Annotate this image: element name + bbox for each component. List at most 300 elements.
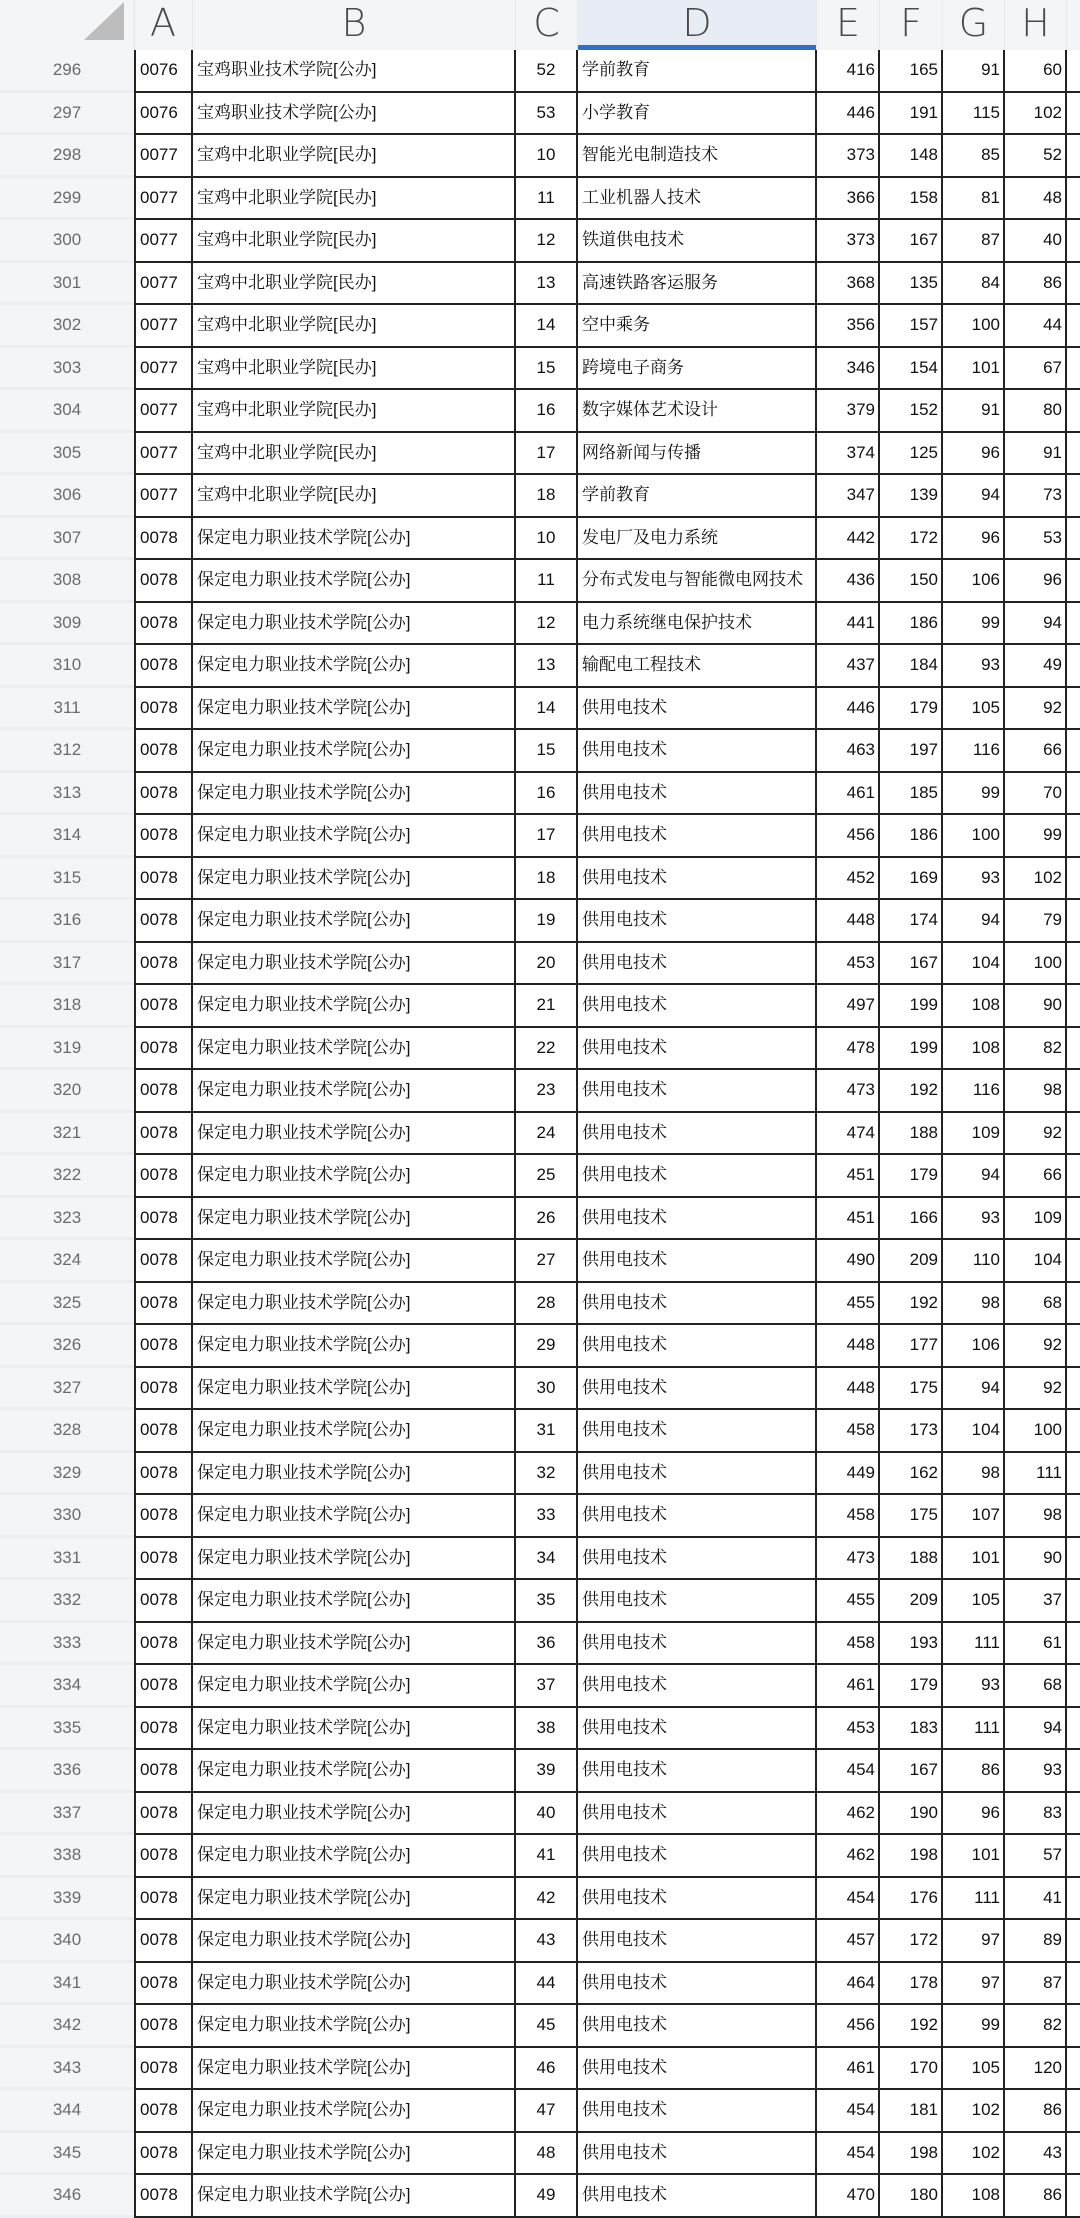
cell-f[interactable]: 198 — [880, 1835, 943, 1878]
cell-c[interactable]: 52 — [516, 50, 578, 93]
cell-a[interactable]: 0077 — [134, 178, 193, 221]
row-header[interactable]: 327 — [0, 1368, 134, 1411]
cell-f[interactable]: 192 — [880, 2005, 943, 2048]
cell-b[interactable]: 保定电力职业技术学院[公办] — [193, 1113, 516, 1156]
cell-a[interactable]: 0076 — [134, 50, 193, 93]
cell-d[interactable]: 小学教育 — [578, 93, 817, 136]
cell-e[interactable]: 451 — [817, 1155, 880, 1198]
cell-e[interactable]: 462 — [817, 1793, 880, 1836]
cell-d[interactable]: 供用电技术 — [578, 1963, 817, 2006]
cell-f[interactable]: 162 — [880, 1453, 943, 1496]
cell-g[interactable]: 97 — [943, 1963, 1005, 2006]
cell-h[interactable]: 86 — [1005, 2175, 1067, 2218]
cell-f[interactable]: 181 — [880, 2090, 943, 2133]
cell-e[interactable]: 453 — [817, 943, 880, 986]
cell-i-partial[interactable] — [1067, 1410, 1080, 1453]
cell-f[interactable]: 165 — [880, 50, 943, 93]
cell-f[interactable]: 193 — [880, 1623, 943, 1666]
row-header[interactable]: 341 — [0, 1963, 134, 2006]
cell-h[interactable]: 102 — [1005, 858, 1067, 901]
cell-h[interactable]: 68 — [1005, 1283, 1067, 1326]
cell-e[interactable]: 470 — [817, 2175, 880, 2218]
cell-g[interactable]: 99 — [943, 603, 1005, 646]
cell-a[interactable]: 0077 — [134, 475, 193, 518]
cell-e[interactable]: 436 — [817, 560, 880, 603]
cell-b[interactable]: 保定电力职业技术学院[公办] — [193, 1368, 516, 1411]
cell-f[interactable]: 167 — [880, 943, 943, 986]
row-header[interactable]: 344 — [0, 2090, 134, 2133]
cell-f[interactable]: 197 — [880, 730, 943, 773]
cell-c[interactable]: 13 — [516, 263, 578, 306]
cell-d[interactable]: 供用电技术 — [578, 1453, 817, 1496]
cell-a[interactable]: 0078 — [134, 1963, 193, 2006]
cell-a[interactable]: 0078 — [134, 518, 193, 561]
cell-h[interactable]: 49 — [1005, 645, 1067, 688]
cell-i-partial[interactable] — [1067, 1835, 1080, 1878]
cell-e[interactable]: 449 — [817, 1453, 880, 1496]
cell-e[interactable]: 478 — [817, 1028, 880, 1071]
row-header[interactable]: 339 — [0, 1878, 134, 1921]
cell-d[interactable]: 网络新闻与传播 — [578, 433, 817, 476]
cell-d[interactable]: 供用电技术 — [578, 730, 817, 773]
row-header[interactable]: 346 — [0, 2175, 134, 2218]
cell-b[interactable]: 保定电力职业技术学院[公办] — [193, 518, 516, 561]
cell-b[interactable]: 保定电力职业技术学院[公办] — [193, 1410, 516, 1453]
cell-c[interactable]: 13 — [516, 645, 578, 688]
cell-i-partial[interactable] — [1067, 985, 1080, 1028]
cell-a[interactable]: 0078 — [134, 1793, 193, 1836]
cell-e[interactable]: 454 — [817, 1750, 880, 1793]
cell-a[interactable]: 0078 — [134, 1538, 193, 1581]
cell-i-partial[interactable] — [1067, 943, 1080, 986]
cell-h[interactable]: 94 — [1005, 603, 1067, 646]
cell-h[interactable]: 79 — [1005, 900, 1067, 943]
cell-i-partial[interactable] — [1067, 50, 1080, 93]
cell-d[interactable]: 供用电技术 — [578, 1113, 817, 1156]
cell-d[interactable]: 供用电技术 — [578, 858, 817, 901]
cell-b[interactable]: 保定电力职业技术学院[公办] — [193, 1878, 516, 1921]
cell-a[interactable]: 0078 — [134, 1368, 193, 1411]
cell-h[interactable]: 67 — [1005, 348, 1067, 391]
cell-g[interactable]: 96 — [943, 518, 1005, 561]
cell-a[interactable]: 0078 — [134, 645, 193, 688]
row-header[interactable]: 314 — [0, 815, 134, 858]
cell-c[interactable]: 27 — [516, 1240, 578, 1283]
cell-f[interactable]: 209 — [880, 1240, 943, 1283]
cell-f[interactable]: 148 — [880, 135, 943, 178]
cell-i-partial[interactable] — [1067, 1155, 1080, 1198]
cell-h[interactable]: 91 — [1005, 433, 1067, 476]
cell-c[interactable]: 12 — [516, 603, 578, 646]
cell-a[interactable]: 0077 — [134, 305, 193, 348]
cell-f[interactable]: 179 — [880, 1665, 943, 1708]
cell-g[interactable]: 116 — [943, 730, 1005, 773]
cell-h[interactable]: 41 — [1005, 1878, 1067, 1921]
cell-g[interactable]: 86 — [943, 1750, 1005, 1793]
cell-b[interactable]: 保定电力职业技术学院[公办] — [193, 2090, 516, 2133]
cell-f[interactable]: 166 — [880, 1198, 943, 1241]
cell-g[interactable]: 108 — [943, 1028, 1005, 1071]
cell-g[interactable]: 98 — [943, 1283, 1005, 1326]
row-header[interactable]: 299 — [0, 178, 134, 221]
cell-b[interactable]: 保定电力职业技术学院[公办] — [193, 688, 516, 731]
cell-g[interactable]: 110 — [943, 1240, 1005, 1283]
cell-b[interactable]: 保定电力职业技术学院[公办] — [193, 645, 516, 688]
cell-i-partial[interactable] — [1067, 1920, 1080, 1963]
row-header[interactable]: 322 — [0, 1155, 134, 1198]
cell-c[interactable]: 17 — [516, 815, 578, 858]
cell-c[interactable]: 36 — [516, 1623, 578, 1666]
cell-i-partial[interactable] — [1067, 1538, 1080, 1581]
cell-a[interactable]: 0078 — [134, 773, 193, 816]
cell-d[interactable]: 供用电技术 — [578, 2133, 817, 2176]
cell-c[interactable]: 14 — [516, 688, 578, 731]
cell-c[interactable]: 15 — [516, 348, 578, 391]
cell-d[interactable]: 供用电技术 — [578, 1070, 817, 1113]
cell-a[interactable]: 0078 — [134, 1708, 193, 1751]
cell-a[interactable]: 0078 — [134, 730, 193, 773]
row-header[interactable]: 342 — [0, 2005, 134, 2048]
cell-h[interactable]: 57 — [1005, 1835, 1067, 1878]
cell-c[interactable]: 42 — [516, 1878, 578, 1921]
cell-c[interactable]: 11 — [516, 560, 578, 603]
cell-e[interactable]: 373 — [817, 220, 880, 263]
cell-i-partial[interactable] — [1067, 1708, 1080, 1751]
cell-e[interactable]: 454 — [817, 1878, 880, 1921]
cell-f[interactable]: 179 — [880, 1155, 943, 1198]
cell-h[interactable]: 92 — [1005, 688, 1067, 731]
cell-e[interactable]: 497 — [817, 985, 880, 1028]
row-header[interactable]: 318 — [0, 985, 134, 1028]
cell-f[interactable]: 191 — [880, 93, 943, 136]
cell-h[interactable]: 102 — [1005, 93, 1067, 136]
cell-f[interactable]: 188 — [880, 1538, 943, 1581]
cell-i-partial[interactable] — [1067, 1113, 1080, 1156]
cell-b[interactable]: 宝鸡中北职业学院[民办] — [193, 348, 516, 391]
cell-b[interactable]: 保定电力职业技术学院[公办] — [193, 1453, 516, 1496]
cell-b[interactable]: 保定电力职业技术学院[公办] — [193, 1623, 516, 1666]
row-header[interactable]: 321 — [0, 1113, 134, 1156]
cell-g[interactable]: 116 — [943, 1070, 1005, 1113]
cell-h[interactable]: 98 — [1005, 1495, 1067, 1538]
cell-e[interactable]: 441 — [817, 603, 880, 646]
cell-c[interactable]: 35 — [516, 1580, 578, 1623]
cell-d[interactable]: 供用电技术 — [578, 688, 817, 731]
cell-c[interactable]: 33 — [516, 1495, 578, 1538]
column-header-c[interactable]: C — [516, 0, 578, 50]
cell-a[interactable]: 0078 — [134, 900, 193, 943]
cell-b[interactable]: 保定电力职业技术学院[公办] — [193, 603, 516, 646]
cell-a[interactable]: 0078 — [134, 1155, 193, 1198]
column-header-h[interactable]: H — [1005, 0, 1067, 50]
cell-g[interactable]: 105 — [943, 688, 1005, 731]
cell-d[interactable]: 发电厂及电力系统 — [578, 518, 817, 561]
cell-i-partial[interactable] — [1067, 93, 1080, 136]
cell-a[interactable]: 0077 — [134, 263, 193, 306]
cell-g[interactable]: 97 — [943, 1920, 1005, 1963]
cell-h[interactable]: 100 — [1005, 1410, 1067, 1453]
cell-b[interactable]: 保定电力职业技术学院[公办] — [193, 1835, 516, 1878]
cell-g[interactable]: 96 — [943, 1793, 1005, 1836]
cell-i-partial[interactable] — [1067, 730, 1080, 773]
cell-h[interactable]: 109 — [1005, 1198, 1067, 1241]
cell-h[interactable]: 43 — [1005, 2133, 1067, 2176]
cell-f[interactable]: 167 — [880, 220, 943, 263]
cell-g[interactable]: 105 — [943, 1580, 1005, 1623]
row-header[interactable]: 326 — [0, 1325, 134, 1368]
cell-h[interactable]: 44 — [1005, 305, 1067, 348]
row-header[interactable]: 340 — [0, 1920, 134, 1963]
cell-i-partial[interactable] — [1067, 2090, 1080, 2133]
cell-e[interactable]: 446 — [817, 93, 880, 136]
cell-e[interactable]: 366 — [817, 178, 880, 221]
cell-g[interactable]: 108 — [943, 2175, 1005, 2218]
cell-h[interactable]: 86 — [1005, 263, 1067, 306]
cell-h[interactable]: 73 — [1005, 475, 1067, 518]
cell-g[interactable]: 100 — [943, 305, 1005, 348]
cell-a[interactable]: 0078 — [134, 603, 193, 646]
row-header[interactable]: 311 — [0, 688, 134, 731]
cell-e[interactable]: 461 — [817, 1665, 880, 1708]
cell-g[interactable]: 111 — [943, 1623, 1005, 1666]
cell-f[interactable]: 154 — [880, 348, 943, 391]
cell-f[interactable]: 209 — [880, 1580, 943, 1623]
cell-h[interactable]: 89 — [1005, 1920, 1067, 1963]
cell-a[interactable]: 0078 — [134, 2133, 193, 2176]
cell-b[interactable]: 保定电力职业技术学院[公办] — [193, 2005, 516, 2048]
cell-f[interactable]: 192 — [880, 1283, 943, 1326]
cell-c[interactable]: 49 — [516, 2175, 578, 2218]
cell-e[interactable]: 451 — [817, 1198, 880, 1241]
cell-f[interactable]: 190 — [880, 1793, 943, 1836]
row-header[interactable]: 304 — [0, 390, 134, 433]
cell-b[interactable]: 保定电力职业技术学院[公办] — [193, 773, 516, 816]
cell-e[interactable]: 456 — [817, 2005, 880, 2048]
cell-h[interactable]: 70 — [1005, 773, 1067, 816]
cell-c[interactable]: 29 — [516, 1325, 578, 1368]
column-header-e[interactable]: E — [817, 0, 880, 50]
cell-b[interactable]: 宝鸡中北职业学院[民办] — [193, 433, 516, 476]
cell-h[interactable]: 98 — [1005, 1070, 1067, 1113]
cell-g[interactable]: 98 — [943, 1453, 1005, 1496]
cell-e[interactable]: 347 — [817, 475, 880, 518]
cell-c[interactable]: 31 — [516, 1410, 578, 1453]
cell-e[interactable]: 346 — [817, 348, 880, 391]
cell-c[interactable]: 24 — [516, 1113, 578, 1156]
cell-a[interactable]: 0078 — [134, 1835, 193, 1878]
cell-i-partial[interactable] — [1067, 178, 1080, 221]
row-header[interactable]: 343 — [0, 2048, 134, 2091]
cell-c[interactable]: 12 — [516, 220, 578, 263]
cell-d[interactable]: 电力系统继电保护技术 — [578, 603, 817, 646]
cell-a[interactable]: 0078 — [134, 1665, 193, 1708]
cell-d[interactable]: 供用电技术 — [578, 1580, 817, 1623]
cell-h[interactable]: 82 — [1005, 2005, 1067, 2048]
cell-a[interactable]: 0078 — [134, 1580, 193, 1623]
cell-c[interactable]: 46 — [516, 2048, 578, 2091]
cell-a[interactable]: 0078 — [134, 1028, 193, 1071]
cell-d[interactable]: 学前教育 — [578, 50, 817, 93]
cell-i-partial[interactable] — [1067, 305, 1080, 348]
row-header[interactable]: 297 — [0, 93, 134, 136]
cell-a[interactable]: 0078 — [134, 560, 193, 603]
cell-d[interactable]: 供用电技术 — [578, 1665, 817, 1708]
cell-h[interactable]: 92 — [1005, 1325, 1067, 1368]
cell-f[interactable]: 135 — [880, 263, 943, 306]
cell-g[interactable]: 101 — [943, 1835, 1005, 1878]
cell-f[interactable]: 172 — [880, 1920, 943, 1963]
cell-b[interactable]: 保定电力职业技术学院[公办] — [193, 2133, 516, 2176]
row-header[interactable]: 333 — [0, 1623, 134, 1666]
cell-a[interactable]: 0078 — [134, 1113, 193, 1156]
cell-c[interactable]: 48 — [516, 2133, 578, 2176]
cell-a[interactable]: 0077 — [134, 135, 193, 178]
row-header[interactable]: 312 — [0, 730, 134, 773]
column-header-g[interactable]: G — [943, 0, 1005, 50]
cell-d[interactable]: 智能光电制造技术 — [578, 135, 817, 178]
row-header[interactable]: 324 — [0, 1240, 134, 1283]
cell-d[interactable]: 分布式发电与智能微电网技术 — [578, 560, 817, 603]
cell-b[interactable]: 保定电力职业技术学院[公办] — [193, 1495, 516, 1538]
cell-e[interactable]: 356 — [817, 305, 880, 348]
cell-d[interactable]: 输配电工程技术 — [578, 645, 817, 688]
cell-f[interactable]: 183 — [880, 1708, 943, 1751]
cell-e[interactable]: 437 — [817, 645, 880, 688]
row-header[interactable]: 337 — [0, 1793, 134, 1836]
cell-g[interactable]: 94 — [943, 900, 1005, 943]
row-header[interactable]: 334 — [0, 1665, 134, 1708]
cell-c[interactable]: 53 — [516, 93, 578, 136]
cell-c[interactable]: 16 — [516, 773, 578, 816]
cell-a[interactable]: 0076 — [134, 93, 193, 136]
cell-i-partial[interactable] — [1067, 1325, 1080, 1368]
cell-e[interactable]: 416 — [817, 50, 880, 93]
cell-f[interactable]: 184 — [880, 645, 943, 688]
cell-d[interactable]: 供用电技术 — [578, 1538, 817, 1581]
cell-d[interactable]: 供用电技术 — [578, 1325, 817, 1368]
row-header[interactable]: 302 — [0, 305, 134, 348]
cell-e[interactable]: 461 — [817, 773, 880, 816]
cell-h[interactable]: 86 — [1005, 2090, 1067, 2133]
cell-f[interactable]: 152 — [880, 390, 943, 433]
column-header-f[interactable]: F — [880, 0, 943, 50]
cell-e[interactable]: 455 — [817, 1283, 880, 1326]
cell-c[interactable]: 11 — [516, 178, 578, 221]
cell-h[interactable]: 87 — [1005, 1963, 1067, 2006]
cell-d[interactable]: 供用电技术 — [578, 1878, 817, 1921]
cell-a[interactable]: 0078 — [134, 1283, 193, 1326]
row-header[interactable]: 300 — [0, 220, 134, 263]
cell-d[interactable]: 供用电技术 — [578, 985, 817, 1028]
cell-i-partial[interactable] — [1067, 815, 1080, 858]
cell-c[interactable]: 19 — [516, 900, 578, 943]
cell-b[interactable]: 保定电力职业技术学院[公办] — [193, 1070, 516, 1113]
cell-i-partial[interactable] — [1067, 2175, 1080, 2218]
cell-d[interactable]: 空中乘务 — [578, 305, 817, 348]
cell-a[interactable]: 0078 — [134, 815, 193, 858]
cell-g[interactable]: 84 — [943, 263, 1005, 306]
cell-b[interactable]: 保定电力职业技术学院[公办] — [193, 1580, 516, 1623]
cell-c[interactable]: 34 — [516, 1538, 578, 1581]
cell-g[interactable]: 87 — [943, 220, 1005, 263]
cell-b[interactable]: 宝鸡职业技术学院[公办] — [193, 93, 516, 136]
cell-c[interactable]: 40 — [516, 1793, 578, 1836]
cell-g[interactable]: 107 — [943, 1495, 1005, 1538]
cell-c[interactable]: 10 — [516, 518, 578, 561]
cell-e[interactable]: 379 — [817, 390, 880, 433]
cell-a[interactable]: 0078 — [134, 858, 193, 901]
cell-i-partial[interactable] — [1067, 1878, 1080, 1921]
cell-i-partial[interactable] — [1067, 1963, 1080, 2006]
row-header[interactable]: 301 — [0, 263, 134, 306]
cell-g[interactable]: 91 — [943, 390, 1005, 433]
cell-e[interactable]: 452 — [817, 858, 880, 901]
cell-f[interactable]: 192 — [880, 1070, 943, 1113]
cell-g[interactable]: 104 — [943, 1410, 1005, 1453]
cell-i-partial[interactable] — [1067, 1750, 1080, 1793]
cell-f[interactable]: 158 — [880, 178, 943, 221]
cell-g[interactable]: 93 — [943, 858, 1005, 901]
cell-c[interactable]: 44 — [516, 1963, 578, 2006]
cell-h[interactable]: 53 — [1005, 518, 1067, 561]
cell-a[interactable]: 0078 — [134, 1453, 193, 1496]
cell-b[interactable]: 保定电力职业技术学院[公办] — [193, 2048, 516, 2091]
cell-h[interactable]: 93 — [1005, 1750, 1067, 1793]
cell-d[interactable]: 高速铁路客运服务 — [578, 263, 817, 306]
cell-c[interactable]: 16 — [516, 390, 578, 433]
column-header-d[interactable]: D — [578, 0, 817, 50]
cell-e[interactable]: 458 — [817, 1410, 880, 1453]
cell-b[interactable]: 保定电力职业技术学院[公办] — [193, 730, 516, 773]
cell-i-partial[interactable] — [1067, 1793, 1080, 1836]
cell-i-partial[interactable] — [1067, 1665, 1080, 1708]
cell-e[interactable]: 473 — [817, 1070, 880, 1113]
cell-a[interactable]: 0078 — [134, 1495, 193, 1538]
row-header[interactable]: 296 — [0, 50, 134, 93]
cell-g[interactable]: 106 — [943, 1325, 1005, 1368]
cell-e[interactable]: 458 — [817, 1623, 880, 1666]
cell-e[interactable]: 462 — [817, 1835, 880, 1878]
cell-e[interactable]: 457 — [817, 1920, 880, 1963]
cell-c[interactable]: 41 — [516, 1835, 578, 1878]
cell-f[interactable]: 199 — [880, 1028, 943, 1071]
cell-f[interactable]: 175 — [880, 1495, 943, 1538]
cell-i-partial[interactable] — [1067, 2005, 1080, 2048]
cell-d[interactable]: 供用电技术 — [578, 1410, 817, 1453]
cell-a[interactable]: 0077 — [134, 348, 193, 391]
cell-f[interactable]: 173 — [880, 1410, 943, 1453]
cell-e[interactable]: 458 — [817, 1495, 880, 1538]
cell-g[interactable]: 101 — [943, 348, 1005, 391]
cell-c[interactable]: 45 — [516, 2005, 578, 2048]
cell-e[interactable]: 448 — [817, 1325, 880, 1368]
cell-a[interactable]: 0078 — [134, 1750, 193, 1793]
cell-e[interactable]: 453 — [817, 1708, 880, 1751]
select-all-corner[interactable] — [0, 0, 135, 50]
cell-d[interactable]: 供用电技术 — [578, 1750, 817, 1793]
cell-i-partial[interactable] — [1067, 688, 1080, 731]
cell-b[interactable]: 宝鸡中北职业学院[民办] — [193, 135, 516, 178]
cell-b[interactable]: 保定电力职业技术学院[公办] — [193, 1198, 516, 1241]
cell-i-partial[interactable] — [1067, 858, 1080, 901]
cell-d[interactable]: 供用电技术 — [578, 1623, 817, 1666]
cell-i-partial[interactable] — [1067, 1070, 1080, 1113]
cell-f[interactable]: 176 — [880, 1878, 943, 1921]
cell-f[interactable]: 139 — [880, 475, 943, 518]
row-header[interactable]: 323 — [0, 1198, 134, 1241]
cell-i-partial[interactable] — [1067, 1623, 1080, 1666]
cell-g[interactable]: 102 — [943, 2133, 1005, 2176]
